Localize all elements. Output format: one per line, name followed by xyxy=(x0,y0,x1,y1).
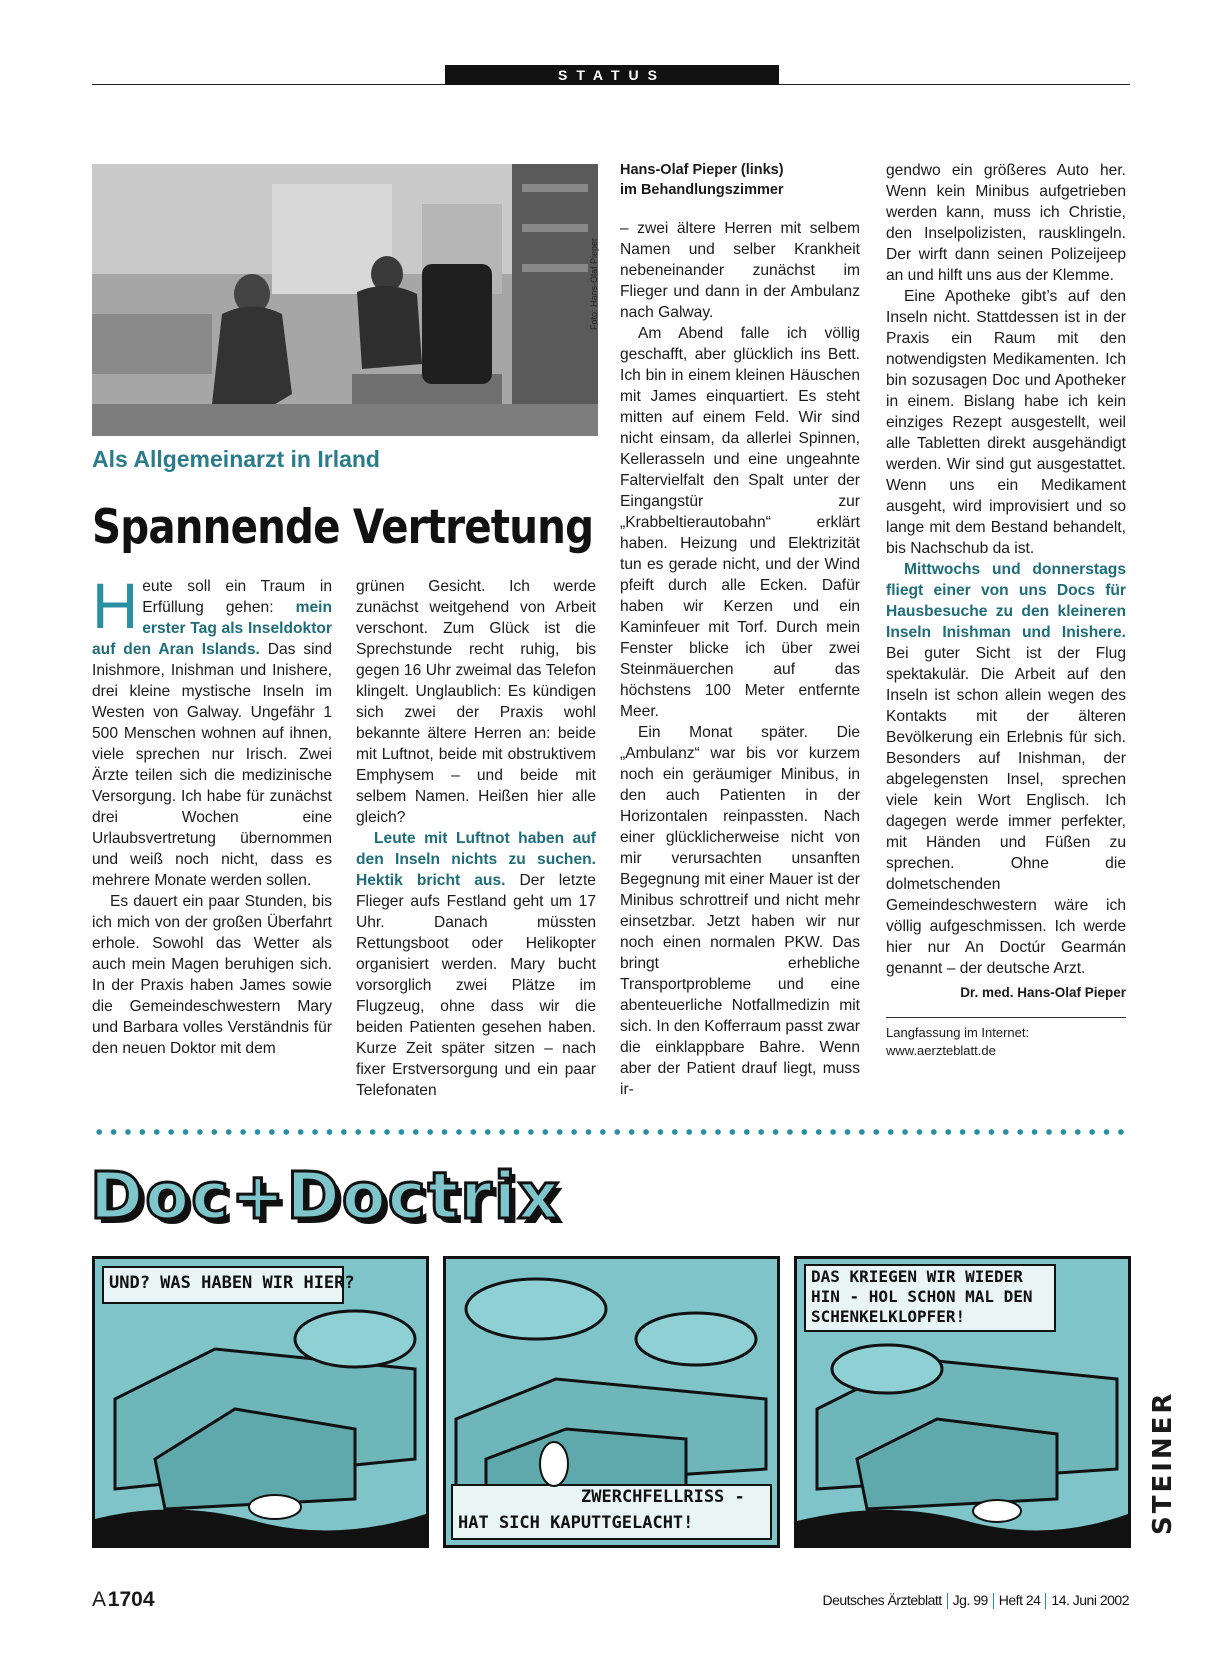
paragraph: Mittwochs und donnerstags fliegt einer von uns Docs für Hausbesuche zu den kleineren Inseln Inishman und Inishere. Bei guter Sicht ist der Flug spektakulär. Die Arbeit auf den Inseln ist schon allein wegen des Kontakts mit der älteren Bevölkerung ein Erlebnis für sich. Besonders auf Inishman, der abgelegensten Insel, sprechen viele kein Wort Englisch. Ich dagegen werde immer perfekter, mit Händen und Füßen zu sprechen. Ohne die dolmetschenden Gemeindeschwestern wäre ich völlig aufgeschmissen. Ich werde hier nur An Doctúr Gearmán genannt – der deutsche Arzt. xyxy=(886,561,1126,977)
highlight-text: Mittwochs und donnerstags fliegt einer von uns Docs für Hausbesuche zu den kleineren Inseln Inishman und Inishere. xyxy=(886,561,1126,641)
dotted-divider xyxy=(92,1128,1130,1136)
text-column-4 xyxy=(886,160,1126,1060)
paragraph: Am Abend falle ich völlig geschafft, aber glücklich ins Bett. Ich bin in einem kleinen Häuschen mit James einquartiert. Es steht mitten auf einem Feld. Wir sind nicht einsam, da allerlei Spinnen, Kellerasseln und eine ungeahnte Faltervielfalt den Spalt unter der Eingangstür zur „Krabbeltierautobahn“ erklärt haben. Heizung und Elektrizität tun es gerade nicht, und der Wind pfeift durch alle Ecken. Dafür haben wir Kerzen und ein Kaminfeuer mit Torf. Durch mein Fenster blicke ich über zwei Steinmäuerchen auf das höchstens 100 Meter entfernte Meer. xyxy=(620,325,860,720)
journal-footer xyxy=(822,1592,1129,1609)
journal-name: Deutsches Ärzteblatt xyxy=(822,1592,942,1608)
text-column-3 xyxy=(620,160,860,1100)
comic-panel-3 xyxy=(794,1256,1131,1548)
section-label: STATUS xyxy=(445,65,779,85)
speech-bubble-3: DAS KRIEGEN WIR WIEDER HIN - HOL SCHON MAL DEN SCHENKELKLOPFER! xyxy=(811,1267,1033,1326)
website-link[interactable]: www.aerzteblatt.de xyxy=(886,1043,996,1058)
text-column-1 xyxy=(92,570,332,1059)
article-headline: Spannende Vertretung xyxy=(92,500,594,555)
journal-date: 14. Juni 2002 xyxy=(1051,1592,1129,1608)
journal-issue: Heft 24 xyxy=(998,1592,1041,1608)
paragraph: Es dauert ein paar Stunden, bis ich mich von der großen Überfahrt erhole. Sowohl das Wetter als auch mein Magen beruhigen sich. In der Praxis haben James sowie die Gemeindeschwestern Mary und Barbara volles Verständnis für den neuen Doktor mit dem xyxy=(92,893,332,1057)
comic-panel-1-drawing xyxy=(95,1259,426,1545)
footer-separator xyxy=(993,1593,994,1609)
article-kicker: Als Allgemeinarzt in Irland xyxy=(92,446,380,472)
author-signature: Dr. med. Hans-Olaf Pieper xyxy=(960,985,1126,1000)
journal-volume: Jg. 99 xyxy=(952,1592,988,1608)
paragraph: grünen Gesicht. Ich werde zunächst weitgehend von Arbeit verschont. Zum Glück ist die Sprechstunde recht ruhig, bis gegen 16 Uhr zweimal das Telefon klingelt. Unglaublich: Es kündigen sich zwei der Praxis wohl bekannte ältere Herren an: beide mit Luftnot, beide mit obstruktivem Emphysem – und beide mit selbem Namen. Heißen hier alle gleich? xyxy=(356,578,596,826)
speech-bubble-2a: ZWERCHFELLRISS - xyxy=(581,1487,745,1507)
comic-panel-1 xyxy=(92,1256,429,1548)
paragraph: Leute mit Luftnot haben auf den Inseln nichts zu suchen. Hektik bricht aus. Der letzte Flieger aufs Festland geht um 17 Uhr. Danach müssten Rettungsboot oder Helikopter organisiert werden. Mary bucht vorsorglich zwei Plätze im Flugzeug, ohne dass wir die beiden Patienten gesehen haben. Kurze Zeit später sitzen – nach fixer Erstversorgung und ein paar Telefonaten xyxy=(356,830,596,1099)
footer-separator xyxy=(1045,1593,1046,1609)
long-version-note: Langfassung im Internet: www.aerzteblatt.de xyxy=(886,1017,1126,1060)
speech-bubble-1: UND? WAS HABEN WIR HIER? xyxy=(109,1273,355,1293)
photo-credit: Foto: Hans-Olaf Pieper xyxy=(589,237,599,330)
page-number: A 1704 xyxy=(92,1588,155,1611)
speech-bubble-2b: HAT SICH KAPUTTGELACHT! xyxy=(458,1513,694,1533)
drop-cap: H xyxy=(92,570,139,642)
paragraph: – zwei ältere Herren mit selbem Namen und selber Krankheit nebeneinander zunächst im Flieger und dann in der Ambulanz nach Galway. xyxy=(620,220,860,321)
highlight-text: Leute mit Luftnot haben auf den Inseln nichts zu suchen. Hektik bricht aus. xyxy=(356,830,596,889)
artist-signature: STEINER xyxy=(1148,1390,1178,1535)
text-column-2 xyxy=(356,576,596,1101)
photo-caption: Hans-Olaf Pieper (links) im Behandlungszimmer xyxy=(620,162,784,198)
paragraph: gendwo ein größeres Auto her. Wenn kein Minibus aufgetrieben werden kann, muss ich Christie, den Inselpolizisten, rausklingeln. Der wirft dann seinen Polizeijeep an und hilft uns aus der Klemme. xyxy=(886,162,1126,284)
doctor-room-photo xyxy=(92,164,598,436)
article-photo xyxy=(92,164,598,436)
comic-title: Doc+Doctrix xyxy=(90,1160,562,1234)
paragraph: Heute soll ein Traum in Erfüllung gehen: mein erster Tag als Inseldoktor auf den Aran Islands. Das sind Inishmore, Inishman und Inishere, drei kleine mystische Inseln im Westen von Galway. Ungefähr 1 500 Menschen wohnen auf ihnen, viele sprechen nur Irisch. Zwei Ärzte teilen sich die medizinische Versorgung. Ich habe für zunächst drei Wochen eine Urlaubsvertretung übernommen und weiß noch nicht, dass es mehrere Monate werden sollen. xyxy=(92,570,332,889)
footer-separator xyxy=(947,1593,948,1609)
comic-panel-2 xyxy=(443,1256,780,1548)
paragraph: Ein Monat später. Die „Ambulanz“ war bis vor kurzem noch ein geräumiger Minibus, in den auch Patienten in der Horizontalen reinpassten. Nach einer glücklicherweise nicht von mir verursachten unsanften Begegnung mit einer Mauer ist der Minibus schrottreif und nicht mehr einsetzbar. Jetzt haben wir nur noch einen normalen PKW. Das bringt erhebliche Transportprobleme und eine abenteuerliche Notfallmedizin mit sich. In den Kofferraum passt zwar die einklappbare Bahre. Wenn aber der Patient drauf liegt, muss ir- xyxy=(620,724,860,1098)
paragraph: Eine Apotheke gibt’s auf den Inseln nicht. Stattdessen ist in der Praxis ein Raum mit den notwendigsten Medikamenten. Ich bin sozusagen Doc und Apotheker in einem. Bislang habe ich kein einziges Rezept ausgestellt, weil alle Tabletten direkt ausgehändigt werden. Wir sind gut ausgestattet. Wenn uns ein Medikament ausgeht, wird improvisiert und so lange mit dem Bestand behandelt, bis Nachschub da ist. xyxy=(886,288,1126,557)
highlight-text: mein erster Tag als Inseldoktor auf den Aran Islands. xyxy=(92,599,332,658)
